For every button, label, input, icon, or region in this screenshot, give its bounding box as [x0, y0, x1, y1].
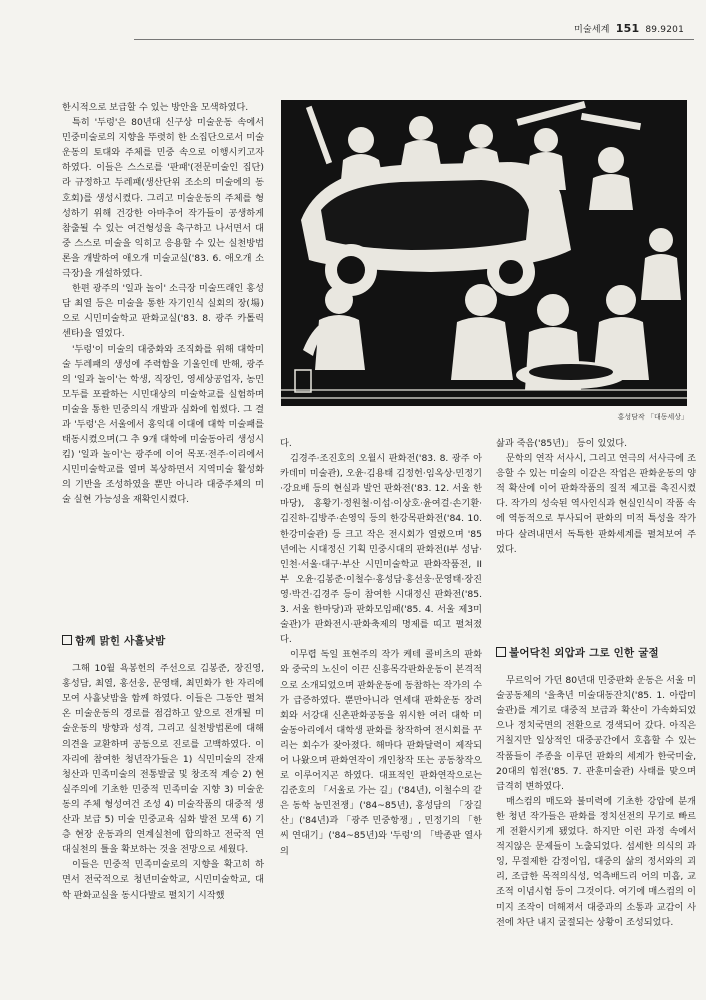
header-rule: [134, 39, 694, 40]
column-1-bottom: [62, 616, 264, 903]
section-heading-2: 불어닥친 외압과 그로 인한 굴절: [496, 646, 696, 661]
paragraph: 한시적으로 보급할 수 있는 방안을 모색하였다.: [62, 102, 249, 113]
paragraph: 특히 '두렁'은 80년대 신구상 미술운동 속에서 민중미술로의 지향을 뚜렷히 한 소집단으로서 미술운동의 토대와 주체를 민중 속으로 이행시키고자 하였다. 이들은 스스로를 '판패'(전문미술인 집단)라 규정하고 두레패(생산단위 조소의 미술에의 동호회)를 생성시켰다. 그리고 미술운동의 주체를 형성하기 위해 건강한 아마추어 작가들이 공생하게 참출될 수 있는 여건형성을 촉구하고 나서면서 대중 스스로 미술을 익히고 응용할 수 있는 실천방법론을 개발하여 애오개 미술교실('83. 6. 애오개 소극장)을 개설하였다.: [62, 117, 264, 280]
paragraph: 이무렵 독일 표현주의 작가 케테 콜비츠의 판화와 중국의 노신이 이끈 신흥목각판화운동이 본격적으로 소개되었으며 판화운동에 동참하는 작가의 수가 급증하였다. 뿐만아니라 연세대 판화운동 장려회와 서강대 신촌판화공동을 위시한 여러 대학 미술동아리에서 대학생 판화를 창작하여 전시회를 꾸리는 회수가 잦아졌다. 해마다 판화달력이 제작되어 나왔으며 판화연작이 개인창작 또는 공동창작으로 이루어지곤 하였다. 대표적인 판화연작으로는 김준호의 「서울로 가는 길」('84년), 이철수의 같은 동학 농민전쟁」('84~85년), 홍성담의 「장길산」('84년)과 「광주 민중항쟁」, 민정기의 「한씨 연대기」('84~85년)와 '두렁'의 「박종판 열사의: [280, 649, 482, 857]
paragraph: 문학의 연작 서사시, 그리고 연극의 서사극에 조응할 수 있는 미술의 이같은 작업은 판화운동의 양적 확산에 이어 판화작품의 질적 제고를 촉진시켰다. 작가의 성숙된 역사인식과 현실인식이 작품 속에 역동적으로 투사되어 판화의 미적 특성을 작가마다 살려내면서 독특한 판화세계를 펼쳐보여 주었다.: [496, 453, 696, 555]
column-3-top: [496, 436, 696, 557]
paragraph: 매스컴의 매도와 불미력에 기초한 강압에 분개한 청년 작가들은 판화를 정치선전의 무기로 빠르게 전환시키게 됐었다. 하지만 이런 과정 속에서 적지않은 문제들이 노출되었다. 섬세한 의식의 과잉, 무절제한 감정이입, 대중의 삶의 정서와의 괴리, 조급한 목적의식성, 억측배드리 어의 미흡, 교조적 이념시험 등이 그것이다. 여기에 매스컴의 이미지 조작이 더해져서 대중과의 소통과 교감이 사전에 차단 내지 굴절되는 상황이 조성되었다.: [496, 795, 696, 928]
issue-code: 89.9201: [645, 25, 684, 35]
paragraph: 무르익어 가던 80년대 민중판화 운동은 서울 미술공동체의 '을축년 미술대동잔치('85. 1. 아랍미술관)를 계기로 대중적 보급과 확산이 가속화되었으나 정치국면의 전환으로 경색되어 갔다. 아직은 거칠지만 일상적인 대중공간에서 호흡할 수 있는 작품들이 주종을 이루던 판화의 세계가 한국미술, 20대의 힘전('85. 7. 관훈미술관) 사태를 맞으며 급격히 변하였다.: [496, 675, 696, 792]
page-header: [574, 22, 684, 35]
column-1-top: [62, 100, 264, 508]
page-number: 151: [615, 22, 640, 35]
woodcut-print-image: [281, 100, 687, 406]
column-2: [280, 436, 482, 859]
paragraph: 김경주·조진호의 오월시 판화전('83. 8. 광주 아카데미 미술관), 오윤·김용태 김정헌·임옥상·민정기·강요배 등의 현실과 발언 판화전('83. 12. 서울 한마당), 홍황기·정원철·이섭·이상호·윤여걸·손기환·김진하·김방주·손영익 등의 한강목판화전('84. 10. 한강미술관) 등 크고 작은 전시회가 열렸으며 '85년에는 시대정신 기획 민중시대의 판화전(I부 성남·인천·서울·대구·부산 시민미술학교 판화작품전, II부 오윤·김봉준·이철수·홍성담·홍선웅·문영태·장진영·박건·김경주 등이 참여한 시대정신 판화전('85. 3. 서울 한마당)과 판화모임패('85. 4. 서울 제3미술관)가 판화전시·판화축제의 명제를 띠고 펼쳐졌다.: [280, 453, 482, 646]
paragraph: 삶과 죽음('85년)」 등이 있었다.: [496, 438, 628, 449]
square-bullet-icon: [62, 635, 72, 645]
paragraph: 그해 10월 욕봉헌의 주선으로 김봉준, 장진영, 홍성담, 최열, 홍선웅, 문영태, 최민화가 한 자리에 모여 사흘낮밤을 함께 하였다. 이들은 그동안 펼쳐온 미술운동의 경로를 점검하고 앞으로 전개될 미술운동의 방향과 성격, 그리고 실천방법론에 대해 의견을 교환하며 공동으로 진로를 고백하였다. 이 자리에 참여한 청년작가들은 1) 식민미술의 잔재 청산과 민족미술의 전통발굴 및 창조적 계승 2) 현실주의에 기초한 민중적 민족미술 지향 3) 미술운동의 주체 형성여건 조성 4) 미술작품의 대중적 생산과 보급 5) 미술 민중교육 심화 발전 모색 6) 기층 현장 운동과의 연계실천에 합의하고 전국적 연대실천의 틀을 확보하는 것을 전망으로 세웠다.: [62, 663, 264, 856]
column-3-bottom: [496, 628, 696, 930]
square-bullet-icon: [496, 647, 506, 657]
magazine-name: 미술세계: [574, 25, 610, 35]
paragraph: '두렁'이 미술의 대중화와 조직화를 위해 대학미술 두레패의 생성에 주력함을 기울인데 반해, 광주의 '일과 놀이'는 학생, 직장인, 영세상공업자, 농민 모두를 포괄하는 시민대상의 미술학교를 실험하며 미술을 통한 민중의식 개발과 심화에 힘썼다. 그 결과 '두렁'은 서울에서 홍익대 이대에 대학 미술패를 태동시켰으며(그 추 9개 대학에 미술동아리 생성시킴) '일과 놀이'는 광주에 이어 목포·전주·이리에서 시민미술학교를 열며 복상하면서 지역미술 활성화의 기반을 조성하였을 뿐만 아니라 대중주체의 미술 실현 가능성을 재확인시켰다.: [62, 343, 264, 506]
paragraph: 한편 광주의 '일과 놀이' 소극장 미술뜨래인 홍성담 최열 등은 미술을 통한 자기인식 실회의 장(場)으로 시민미술학교 판화교실('83. 8. 광주 카톨릭 센타)을 열었다.: [62, 283, 264, 340]
paragraph: 다.: [280, 438, 292, 449]
figure-caption: 홍성담작 「대동세상」: [617, 413, 688, 421]
section-heading-1: 함께 맑힌 사흘낮밤: [62, 634, 264, 649]
woodcut-illustration: [281, 100, 687, 406]
paragraph: 이들은 민중적 민족미술로의 지향을 확고히 하면서 전국적으로 청년미술학교, 시민미술학교, 대학 판화교실을 동시다발로 펼치기 시작했: [62, 859, 264, 901]
